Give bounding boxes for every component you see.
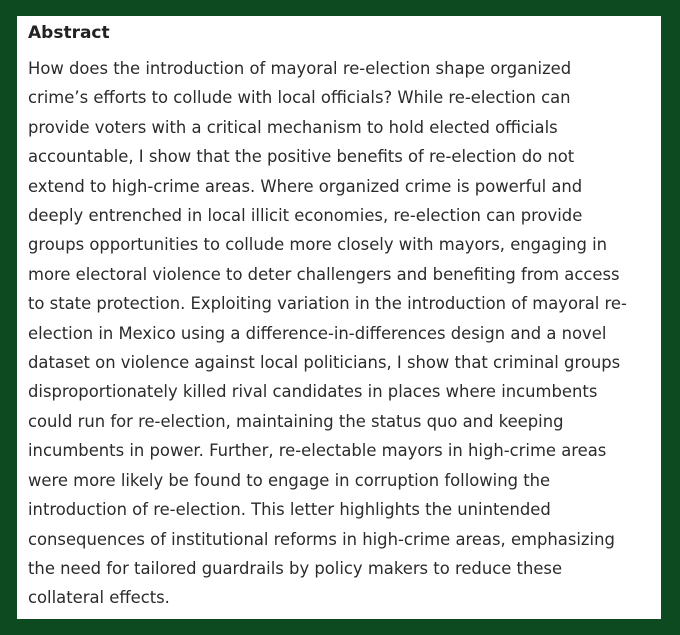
abstract-line: more electoral violence to deter challengers and benefiting from access [28,264,620,284]
abstract-line: How does the introduction of mayoral re-election shape organized [28,59,572,78]
abstract-line: were more likely be found to engage in corruption following the [28,470,551,490]
abstract-line: the need for tailored guardrails by policy makers to reduce these [28,558,563,578]
abstract-line: crime’s efforts to collude with local officials? While re-election can [28,88,571,108]
abstract-line: could run for re-election, maintaining the status quo and keeping [28,411,564,431]
abstract-line: election in Mexico using a difference-in-differences design and a novel [28,323,607,343]
abstract-line: consequences of institutional reforms in high-crime areas, emphasizing [28,529,615,549]
abstract-line: to state protection. Exploiting variation in the introduction of mayoral re- [28,294,627,314]
abstract-line: deeply entrenched in local illicit economies, re-election can provide [28,206,583,226]
abstract-line: collateral effects. [28,588,170,608]
abstract-line: extend to high-crime areas. Where organized crime is powerful and [28,176,583,196]
abstract-line: groups opportunities to collude more closely with mayors, engaging in [28,235,608,255]
abstract-line: dataset on violence against local politicians, I show that criminal groups [28,353,621,373]
abstract-body [28,54,653,613]
abstract-line: incumbents in power. Further, re-electable mayors in high-crime areas [28,441,607,461]
abstract-panel [17,16,661,619]
abstract-line: accountable, I show that the positive benefits of re-election do not [28,147,575,167]
abstract-line: introduction of re-election. This letter highlights the unintended [28,500,551,520]
abstract-heading: Abstract [28,23,110,43]
abstract-line: disproportionately killed rival candidates in places where incumbents [28,382,598,402]
abstract-line: provide voters with a critical mechanism to hold elected officials [28,117,558,137]
